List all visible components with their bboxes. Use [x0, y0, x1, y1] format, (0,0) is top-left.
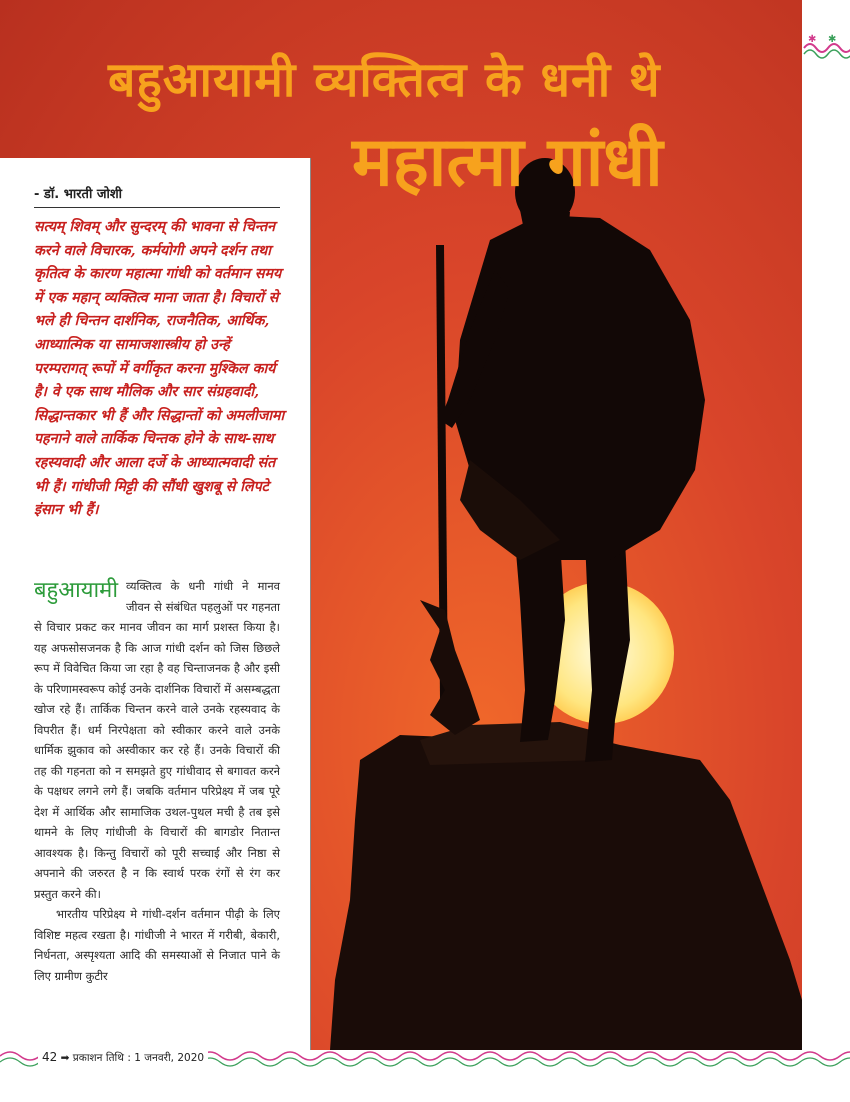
title-line-2: महात्मा गांधी	[352, 123, 663, 202]
intro-paragraph: सत्यम् शिवम् और सुन्दरम् की भावना से चिन्तन करने वाले विचारक, कर्मयोगी अपने दर्शन तथा कृतित्व के कारण महात्मा गांधी को वर्तमान समय में एक महान् व्यक्तित्व माना जाता है। विचारों से भले ही चिन्तन दार्शनिक, राजनैतिक, आर्थिक, आध्यात्मिक या सामाजशास्त्रीय हो उन्हें परम्परागत् रूपों में वर्गीकृत करना मुश्किल कार्य है। वे एक साथ मौलिक और सार संग्रहवादी, सिद्धान्तकार भी हैं और सिद्धान्तों को अमलीजामा पहनाने वाले तार्किक चिन्तक होने के साथ-साथ रहस्यवादी और आला दर्जे के आध्यात्मवादी संत भी हैं। गांधीजी मिट्टी की सौंधी खुशबू से लिपटे इंसान भी हैं।	[34, 219, 285, 519]
page-footer	[38, 1050, 208, 1068]
page-number: 42	[42, 1050, 58, 1064]
arrow-icon: ➡	[60, 1052, 70, 1064]
publication-date: प्रकाशन तिथि : 1 जनवरी, 2020	[72, 1052, 205, 1064]
svg-text:✱: ✱	[808, 34, 817, 45]
corner-decoration	[802, 22, 850, 82]
svg-text:✱: ✱	[828, 34, 837, 45]
title-line-1: बहुआयामी व्यक्तित्व के धनी थे	[108, 52, 661, 108]
author-byline: - डॉ. भारती जोशी	[34, 184, 280, 208]
body-paragraph-1: व्यक्तित्व के धनी गांधी ने मानव जीवन से संबंधित पहलुओं पर गहनता से विचार प्रकट कर मानव जीवन का मार्ग प्रशस्त किया है। यह अफसोसजनक है कि आज गांधी दर्शन को जिस छिछले रूप में विवेचित किया जा रहा है वह चिन्ताजनक है और इसी के परिणामस्वरूप कोई उनके दार्शनिक विचारों में असम्बद्धता खोज रहे हैं। तार्किक चिन्तन करने वाले उनके रहस्यवाद के विपरीत हैं। धर्म निरपेक्षता को स्वीकार करने वाले उनके धार्मिक झुकाव को अस्वीकार कर रहे हैं। उनके विचारों की तह की गहनता को न समझते हुए गांधीवाद से बगावत करने के पक्षधर लगने लगे हैं। जबकि वर्तमान परिप्रेक्ष्य में जब पूरे देश में आर्थिक और सामाजिक उथल-पुथल मची है तब इसे थामने के लिए गांधीजी के विचारों की बागडोर नितान्त आवश्यक है। किन्तु विचारों को पूरी सच्चाई और निष्ठा से अपनाने की जरुरत है न कि स्वार्थ परक रंगों से रंग कर प्रस्तुत करने की।	[34, 579, 280, 901]
article-text-column	[0, 158, 311, 1050]
article-body	[34, 576, 280, 986]
body-paragraph-2: भारतीय परिप्रेक्ष्य मे गांधी-दर्शन वर्तमान पीढ़ी के लिए विशिष्ट महत्व रखता है। गांधीजी ने भारत में गरीबी, बेकारी, निर्धनता, अस्पृश्यता आदि की समस्याओं से निजात पाने के लिए ग्रामीण कुटीर	[34, 907, 280, 983]
drop-word: बहुआयामी	[34, 578, 119, 603]
